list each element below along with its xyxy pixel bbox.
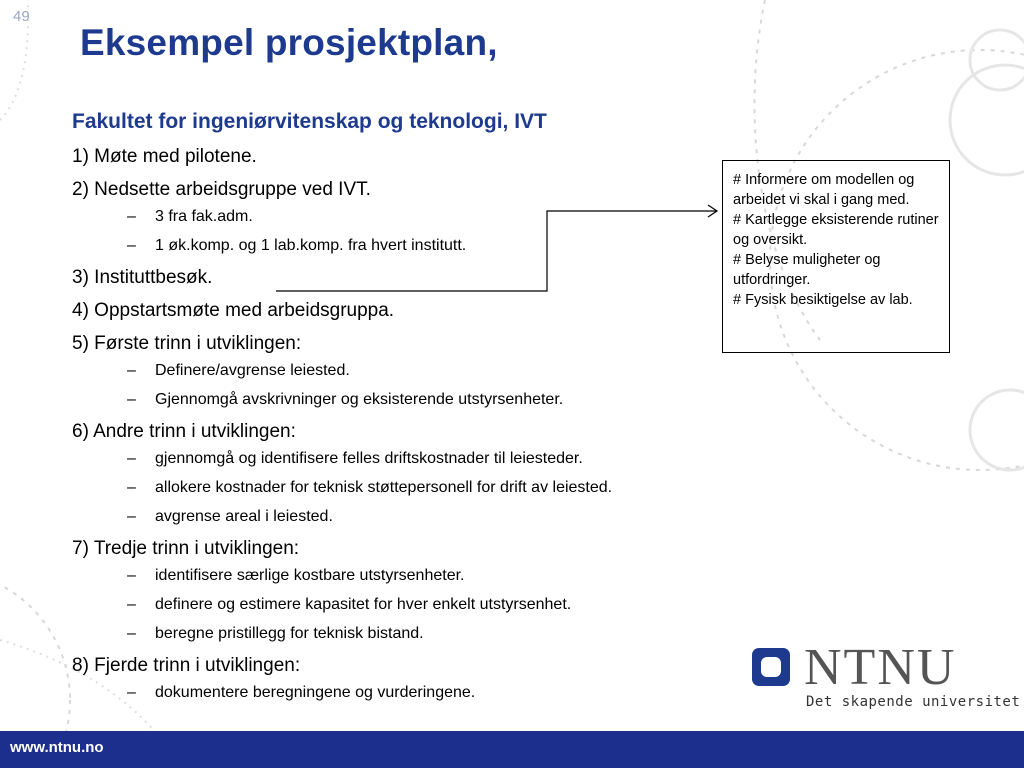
step-item: 1) Møte med pilotene. — [72, 146, 257, 167]
sub-item-text: identifisere særlige kostbare utstyrsenheter. — [155, 567, 465, 584]
dash-bullet: – — [127, 391, 136, 408]
sub-item-text: gjennomgå og identifisere felles driftskostnader til leiesteder. — [155, 450, 583, 467]
dash-bullet: – — [127, 684, 136, 701]
slide-subtitle: Fakultet for ingeniørvitenskap og teknologi, IVT — [72, 110, 547, 133]
dash-bullet: – — [127, 237, 136, 254]
sub-item-text: 1 øk.komp. og 1 lab.komp. fra hvert institutt. — [155, 237, 467, 254]
callout-line: # Fysisk besiktigelse av lab. — [733, 292, 913, 308]
logo-wordmark: NTNU — [804, 639, 957, 696]
ntnu-logo — [752, 639, 1021, 716]
slide-title: Eksempel prosjektplan, — [80, 22, 498, 63]
callout-line: # Informere om modellen og arbeidet vi skal i gang med. — [733, 172, 915, 208]
dash-bullet: – — [127, 567, 136, 584]
footer-bar — [0, 731, 1024, 768]
sub-item-text: dokumentere beregningene og vurderingene. — [155, 684, 476, 701]
ntnu-logo-icon — [752, 648, 790, 686]
step-item: 7) Tredje trinn i utviklingen: — [72, 538, 300, 559]
dash-bullet: – — [127, 208, 136, 225]
step-item: 2) Nedsette arbeidsgruppe ved IVT. — [72, 179, 371, 200]
step-item: 4) Oppstartsmøte med arbeidsgruppa. — [72, 300, 395, 321]
sub-item-text: Gjennomgå avskrivninger og eksisterende utstyrsenheter. — [155, 391, 564, 408]
footer-url[interactable]: www.ntnu.no — [10, 739, 104, 756]
step-item: 8) Fjerde trinn i utviklingen: — [72, 655, 301, 676]
dash-bullet: – — [127, 479, 136, 496]
callout-line: # Kartlegge eksisterende rutiner og oversikt. — [733, 212, 939, 248]
sub-item-text: Definere/avgrense leiested. — [155, 362, 350, 379]
dash-bullet: – — [127, 362, 136, 379]
dash-bullet: – — [127, 596, 136, 613]
sub-item-text: 3 fra fak.adm. — [155, 208, 253, 225]
step-item: 6) Andre trinn i utviklingen: — [72, 421, 296, 442]
dash-bullet: – — [127, 450, 136, 467]
step-item: 5) Første trinn i utviklingen: — [72, 333, 302, 354]
logo-tagline: Det skapende universitet — [806, 694, 1021, 710]
dash-bullet: – — [127, 508, 136, 525]
callout-box — [722, 160, 950, 353]
sub-item-text: beregne pristillegg for teknisk bistand. — [155, 625, 424, 642]
dash-bullet: – — [127, 625, 136, 642]
slide-number: 49 — [13, 8, 30, 25]
callout-line: # Belyse muligheter og utfordringer. — [733, 252, 881, 288]
step-item: 3) Instituttbesøk. — [72, 267, 213, 288]
sub-item-text: allokere kostnader for teknisk støttepersonell for drift av leiested. — [155, 479, 613, 496]
sub-item-text: avgrense areal i leiested. — [155, 508, 333, 525]
sub-item-text: definere og estimere kapasitet for hver enkelt utstyrsenhet. — [155, 596, 572, 613]
